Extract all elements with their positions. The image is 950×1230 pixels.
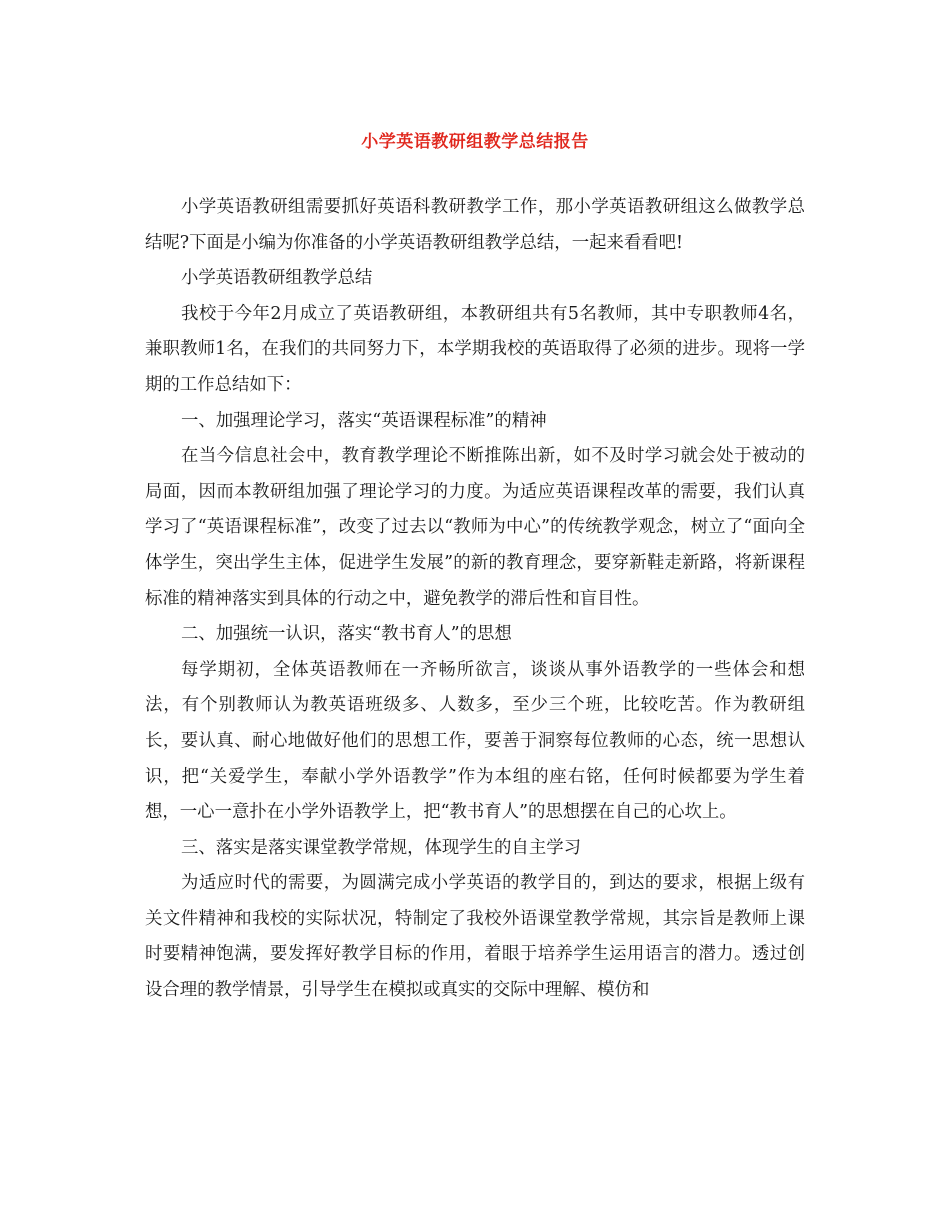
section-heading-3: 三、落实是落实课堂教学常规，体现学生的自主学习 xyxy=(181,837,581,858)
section-body-2: 每学期初，全体英语教师在一齐畅所欲言，谈谈从事外语教学的一些体会和想法，有个别教师认为教英语班级多、人数多，至少三个班，比较吃苦。作为教研组长，要认真、耐心地做好他们的思想工作，要善于洞察每位教师的心态，统一思想认识，把“关爱学生，奉献小学外语教学”作为本组的座右铭，任何时候都要为学生着想，一心一意扑在小学外语教学上，把“教书育人”的思想摆在自己的心坎上。 xyxy=(145,659,805,823)
section-heading-2: 二、加强统一认识，落实“教书育人”的思想 xyxy=(181,624,512,645)
intro-paragraph: 小学英语教研组需要抓好英语科教研教学工作，那小学英语教研组这么做教学总结呢?下面是小编为你准备的小学英语教研组教学总结，一起来看看吧! xyxy=(145,197,805,253)
subtitle-paragraph: 小学英语教研组教学总结 xyxy=(181,268,373,289)
section-body-1: 在当今信息社会中，教育教学理论不断推陈出新，如不及时学习就会处于被动的局面，因而本教研组加强了理论学习的力度。为适应英语课程改革的需要，我们认真学习了“英语课程标准”，改变了过去以“教师为中心”的传统教学观念，树立了“面向全体学生，突出学生主体，促进学生发展”的新的教育理念，要穿新鞋走新路，将新课程标准的精神落实到具体的行动之中，避免教学的滞后性和盲目性。 xyxy=(145,446,805,609)
document-title: 小学英语教研组教学总结报告 xyxy=(361,132,589,152)
section-heading-1: 一、加强理论学习，落实“英语课程标准”的精神 xyxy=(181,410,547,431)
section-body-3: 为适应时代的需要，为圆满完成小学英语的教学目的，到达的要求，根据上级有关文件精神和我校的实际状况，特制定了我校外语课堂教学常规，其宗旨是教师上课时要精神饱满，要发挥好教学目标的作用，着眼于培养学生运用语言的潜力。透过创设合理的教学情景，引导学生在模拟或真实的交际中理解、模仿和 xyxy=(145,873,805,1001)
document-body xyxy=(145,190,805,1009)
overview-paragraph: 我校于今年2月成立了英语教研组，本教研组共有5名教师，其中专职教师4名，兼职教师1名，在我们的共同努力下，本学期我校的英语取得了必须的进步。现将一学期的工作总结如下： xyxy=(145,303,805,395)
